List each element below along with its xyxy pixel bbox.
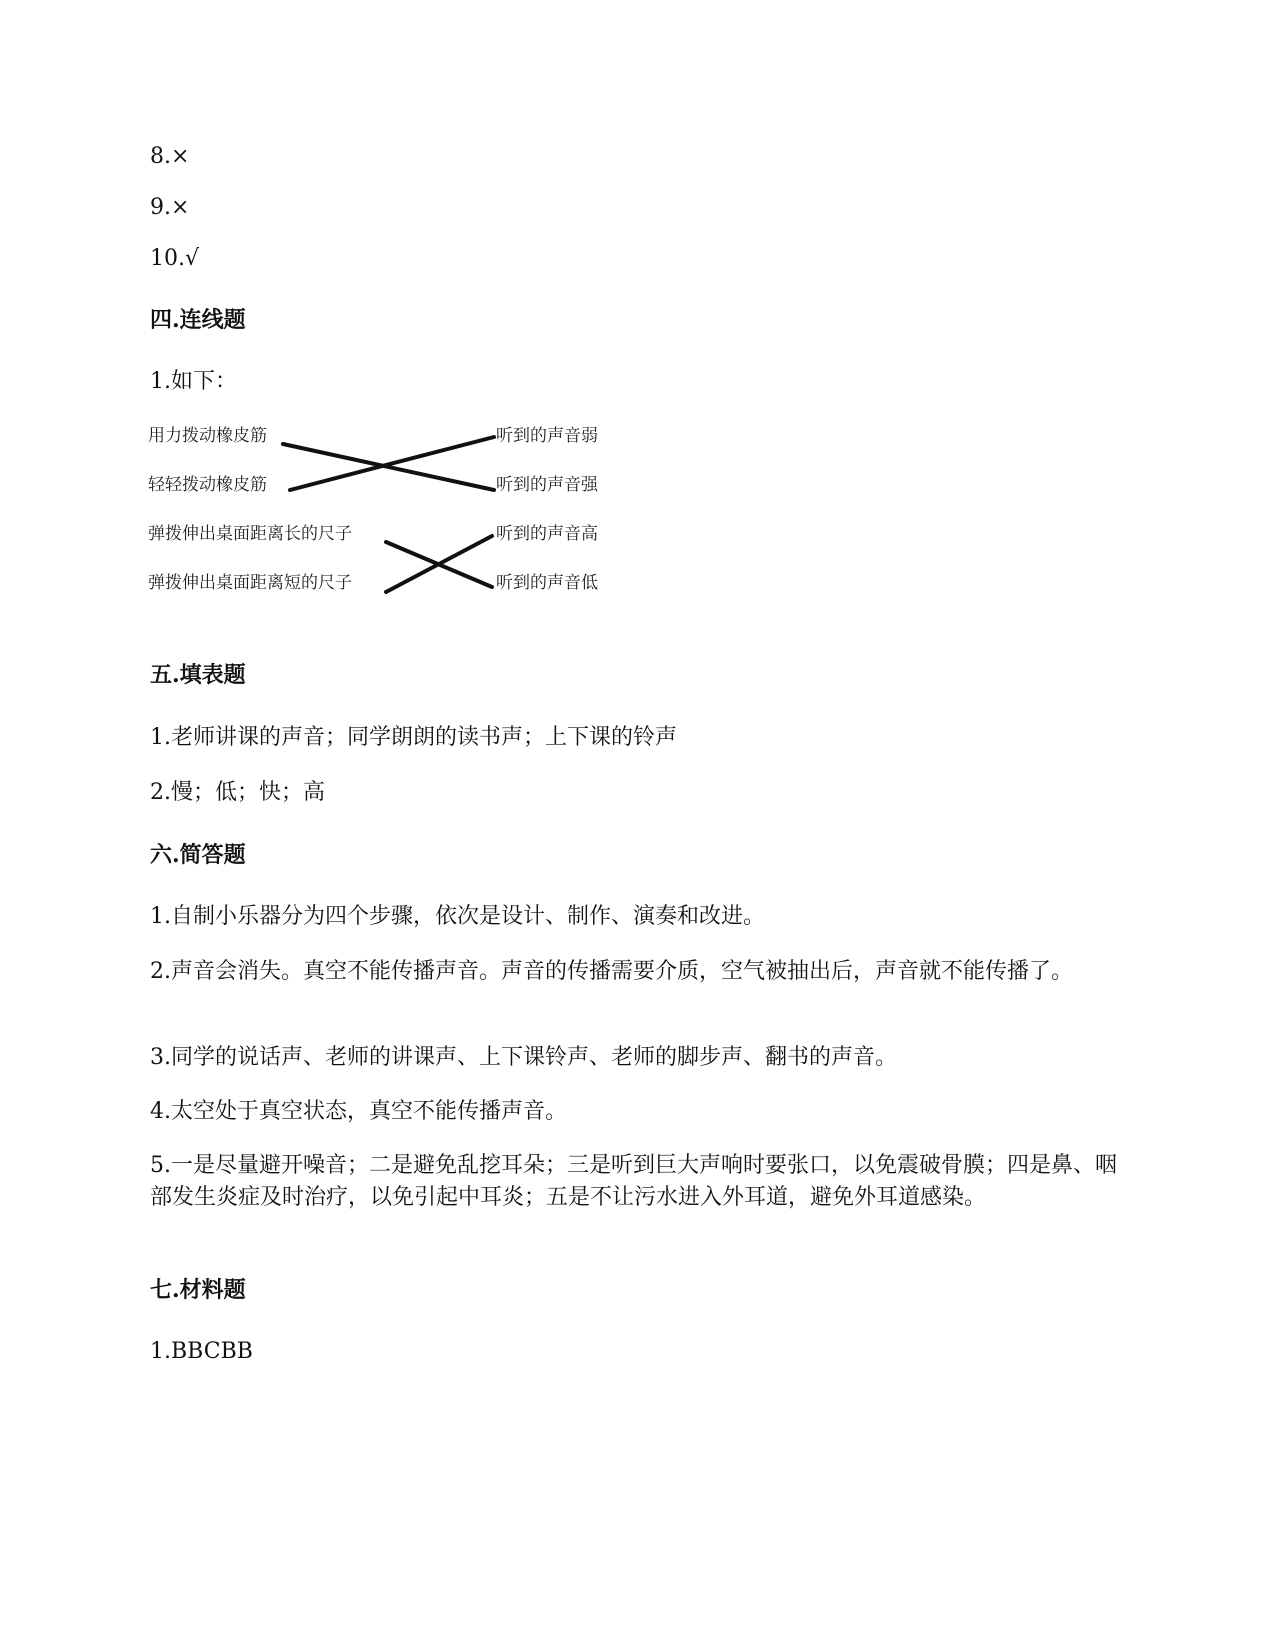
section-heading-short-answer: 六.简答题 bbox=[150, 842, 246, 868]
short-answer-2: 2.声音会消失。真空不能传播声音。声音的传播需要介质，空气被抽出后，声音就不能传播了。 bbox=[150, 959, 1073, 984]
left-item-3: 弹拨伸出桌面距离长的尺子 bbox=[148, 524, 352, 544]
material-answer-1: 1.BBCBB bbox=[150, 1339, 253, 1364]
right-item-3: 听到的声音高 bbox=[496, 524, 598, 544]
short-answer-3: 3.同学的说话声、老师的讲课声、上下课铃声、老师的脚步声、翻书的声音。 bbox=[150, 1045, 897, 1070]
short-answer-1: 1.自制小乐器分为四个步骤，依次是设计、制作、演奏和改进。 bbox=[150, 904, 765, 929]
fill-table-answer-1: 1.老师讲课的声音；同学朗朗的读书声；上下课的铃声 bbox=[150, 725, 677, 750]
answer-8: 8.× bbox=[150, 144, 190, 169]
matching-question-1: 1.如下： bbox=[150, 369, 237, 394]
matching-lines bbox=[148, 432, 648, 622]
right-item-1: 听到的声音弱 bbox=[496, 426, 598, 446]
fill-table-answer-2: 2.慢；低；快；高 bbox=[150, 780, 325, 805]
left-item-4: 弹拨伸出桌面距离短的尺子 bbox=[148, 573, 352, 593]
left-item-1: 用力拨动橡皮筋 bbox=[148, 426, 267, 446]
left-item-2: 轻轻拨动橡皮筋 bbox=[148, 475, 267, 495]
section-heading-matching: 四.连线题 bbox=[150, 307, 246, 333]
answer-9: 9.× bbox=[150, 195, 190, 220]
matching-diagram bbox=[148, 426, 648, 622]
right-item-4: 听到的声音低 bbox=[496, 573, 598, 593]
match-line-4 bbox=[386, 536, 492, 592]
short-answer-4: 4.太空处于真空状态，真空不能传播声音。 bbox=[150, 1099, 567, 1124]
answer-10: 10.√ bbox=[150, 246, 200, 271]
section-heading-material: 七.材料题 bbox=[150, 1277, 246, 1303]
section-heading-fill-table: 五.填表题 bbox=[150, 662, 246, 688]
short-answer-5: 5.一是尽量避开噪音；二是避免乱挖耳朵；三是听到巨大声响时要张口，以免震破骨膜；四是鼻、咽部发生炎症及时治疗，以免引起中耳炎；五是不让污水进入外耳道，避免外耳道感染。 bbox=[150, 1153, 1117, 1210]
right-item-2: 听到的声音强 bbox=[496, 475, 598, 495]
